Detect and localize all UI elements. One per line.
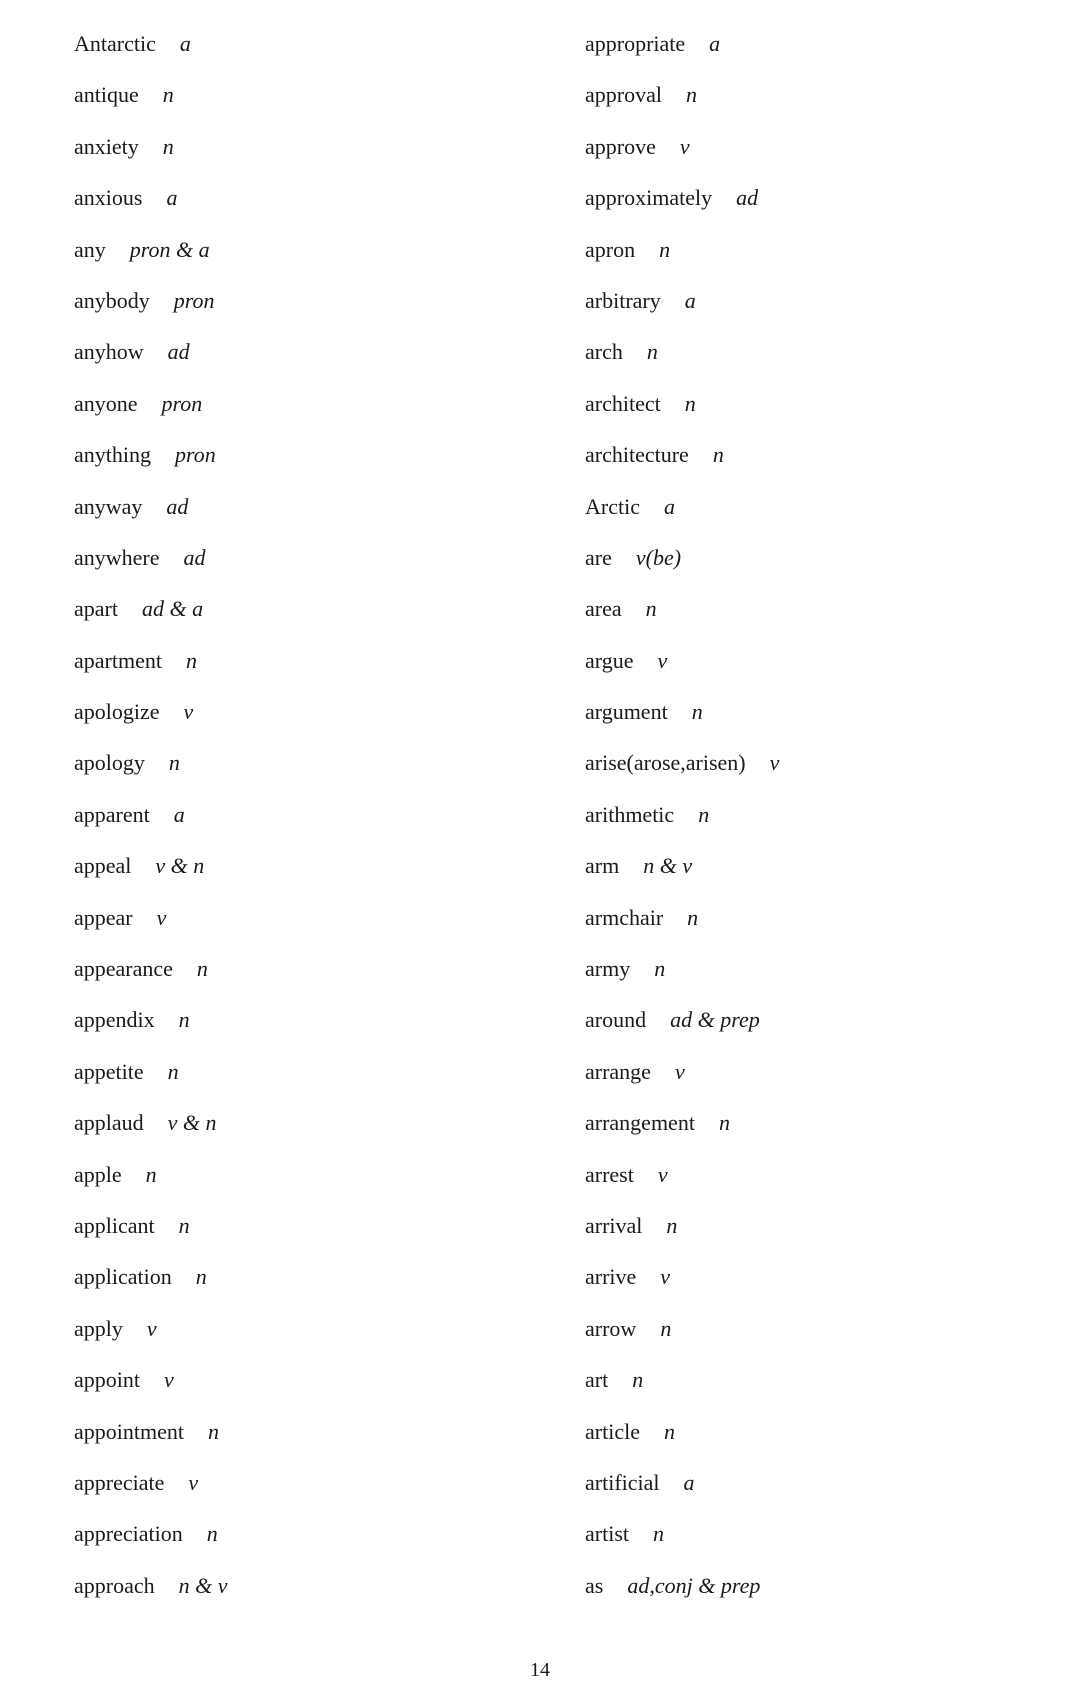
entry-part-of-speech: n	[178, 1007, 190, 1033]
vocabulary-entry	[74, 1463, 534, 1514]
entry-part-of-speech: a	[663, 493, 675, 519]
entry-part-of-speech: ad & a	[141, 596, 204, 622]
entry-word: argument	[585, 699, 668, 725]
vocabulary-entry	[585, 538, 1045, 589]
entry-word: anyone	[74, 390, 138, 416]
entry-part-of-speech: n	[712, 442, 724, 468]
entry-part-of-speech: n	[646, 339, 658, 365]
entry-part-of-speech: ad	[183, 544, 206, 570]
entry-word: approve	[585, 133, 656, 159]
vocabulary-entry	[74, 1257, 534, 1308]
vocabulary-entry	[585, 846, 1045, 897]
entry-word: armchair	[585, 904, 664, 930]
entry-word: appointment	[74, 1418, 184, 1444]
vocabulary-entry	[74, 743, 534, 794]
entry-part-of-speech: n	[718, 1110, 730, 1136]
vocabulary-entry	[585, 641, 1045, 692]
entry-part-of-speech: v	[674, 1058, 685, 1084]
entry-part-of-speech: n	[691, 699, 703, 725]
entry-word: argue	[585, 647, 634, 673]
vocabulary-entry	[74, 1206, 534, 1257]
page-number: 14	[530, 1659, 550, 1681]
vocabulary-entry	[585, 1257, 1045, 1308]
entry-word: appear	[74, 904, 133, 930]
entry-part-of-speech: n	[196, 956, 208, 982]
entry-word: approval	[585, 82, 662, 108]
entry-part-of-speech: v	[146, 1315, 157, 1341]
entry-part-of-speech: a	[179, 31, 191, 56]
entry-word: any	[74, 236, 106, 262]
vocabulary-entry	[585, 692, 1045, 743]
entry-word: arrive	[585, 1264, 637, 1290]
entry-part-of-speech: n & v	[178, 1572, 228, 1598]
entry-part-of-speech: n	[145, 1161, 157, 1187]
vocabulary-entry	[74, 846, 534, 897]
entry-part-of-speech: a	[173, 801, 185, 827]
entry-word: apart	[74, 596, 118, 622]
entry-word: anxiety	[74, 133, 139, 159]
vocabulary-entry	[585, 795, 1045, 846]
entry-word: anxious	[74, 185, 143, 211]
vocabulary-entry	[585, 1463, 1045, 1514]
entry-part-of-speech: ad	[166, 493, 189, 519]
entry-part-of-speech: n	[185, 647, 197, 673]
entry-word: arithmetic	[585, 801, 675, 827]
entry-word: approach	[74, 1572, 155, 1598]
vocabulary-entry	[74, 1155, 534, 1206]
entry-part-of-speech: v(be)	[635, 544, 682, 570]
vocabulary-entry	[585, 898, 1045, 949]
entry-part-of-speech: pron	[175, 442, 216, 468]
vocabulary-entry	[585, 1155, 1045, 1206]
vocabulary-entry	[585, 1000, 1045, 1051]
entry-word: army	[585, 956, 631, 982]
entry-part-of-speech: n	[645, 596, 657, 622]
entry-word: applaud	[74, 1110, 144, 1136]
vocabulary-entry	[74, 230, 534, 281]
entry-word: Antarctic	[74, 31, 156, 56]
vocabulary-entry	[74, 1103, 534, 1154]
vocabulary-entry	[74, 1360, 534, 1411]
entry-word: apologize	[74, 699, 160, 725]
vocabulary-entry	[74, 127, 534, 178]
entry-word: apron	[585, 236, 636, 262]
entry-part-of-speech: n	[168, 750, 180, 776]
entry-part-of-speech: n	[660, 1315, 672, 1341]
entry-part-of-speech: n	[653, 1521, 664, 1547]
entry-word: arrest	[585, 1161, 634, 1187]
entry-word: appoint	[74, 1367, 140, 1393]
entry-part-of-speech: ad & prep	[670, 1007, 760, 1033]
vocabulary-entry	[585, 332, 1045, 383]
vocabulary-entry	[74, 435, 534, 486]
vocabulary-entry	[585, 1052, 1045, 1103]
entry-word: apparent	[74, 801, 150, 827]
vocabulary-entry	[74, 384, 534, 435]
vocabulary-entry	[74, 281, 534, 332]
entry-part-of-speech: pron	[161, 390, 203, 416]
entry-word: area	[585, 596, 622, 622]
entry-word: anything	[74, 442, 151, 468]
entry-word: appetite	[74, 1058, 144, 1084]
entry-part-of-speech: v	[657, 1161, 668, 1187]
entry-word: appropriate	[585, 31, 686, 56]
entry-part-of-speech: v	[188, 1469, 199, 1495]
entry-part-of-speech: pron & a	[129, 236, 210, 262]
entry-part-of-speech: n	[659, 236, 671, 262]
entry-part-of-speech: v	[657, 647, 668, 673]
entry-part-of-speech: n	[687, 904, 699, 930]
vocabulary-entry	[585, 281, 1045, 332]
vocabulary-entry	[585, 1309, 1045, 1360]
entry-word: are	[585, 544, 612, 570]
entry-word: arrange	[585, 1058, 651, 1084]
entry-word: arrow	[585, 1315, 637, 1341]
vocabulary-entry	[74, 487, 534, 538]
vocabulary-entry	[74, 1309, 534, 1360]
vocabulary-entry	[585, 743, 1045, 794]
entry-part-of-speech: v	[156, 904, 167, 930]
entry-part-of-speech: v	[769, 750, 780, 776]
vocabulary-entry	[585, 230, 1045, 281]
entry-part-of-speech: a	[683, 1469, 695, 1495]
vocabulary-entry	[585, 949, 1045, 1000]
vocabulary-entry	[74, 1000, 534, 1051]
entry-word: anybody	[74, 287, 150, 313]
entry-part-of-speech: pron	[173, 287, 215, 313]
left-word-column	[74, 24, 534, 1617]
vocabulary-entry	[585, 384, 1045, 435]
entry-word: appeal	[74, 853, 132, 879]
entry-part-of-speech: n	[162, 133, 174, 159]
entry-word: anyway	[74, 493, 143, 519]
entry-word: arbitrary	[585, 287, 661, 313]
entry-word: application	[74, 1264, 172, 1290]
vocabulary-entry	[585, 178, 1045, 229]
vocabulary-entry	[585, 487, 1045, 538]
vocabulary-entry	[585, 1206, 1045, 1257]
entry-word: appendix	[74, 1007, 155, 1033]
entry-word: approximately	[585, 185, 713, 211]
entry-word: arrangement	[585, 1110, 695, 1136]
entry-word: arise(arose,arisen)	[585, 750, 746, 776]
entry-part-of-speech: v	[660, 1264, 671, 1290]
vocabulary-entry	[74, 1412, 534, 1463]
vocabulary-entry	[74, 538, 534, 589]
vocabulary-entry	[74, 24, 534, 75]
entry-word: arrival	[585, 1212, 643, 1238]
entry-part-of-speech: v	[679, 133, 690, 159]
entry-word: art	[585, 1367, 609, 1393]
entry-word: arch	[585, 339, 623, 365]
vocabulary-entry	[74, 641, 534, 692]
vocabulary-entry	[74, 75, 534, 126]
vocabulary-entry	[74, 1514, 534, 1565]
vocabulary-entry	[74, 949, 534, 1000]
entry-word: article	[585, 1418, 640, 1444]
entry-part-of-speech: n	[162, 82, 174, 108]
vocabulary-entry	[585, 1360, 1045, 1411]
entry-part-of-speech: n	[632, 1367, 644, 1393]
vocabulary-entry	[585, 435, 1045, 486]
entry-part-of-speech: n	[684, 390, 696, 416]
entry-part-of-speech: n	[663, 1418, 675, 1444]
entry-part-of-speech: a	[684, 287, 696, 313]
vocabulary-entry	[585, 75, 1045, 126]
entry-part-of-speech: n & v	[643, 853, 693, 879]
vocabulary-entry	[585, 1103, 1045, 1154]
entry-word: Arctic	[585, 493, 640, 519]
entry-word: applicant	[74, 1212, 155, 1238]
entry-part-of-speech: n	[195, 1264, 207, 1290]
vocabulary-entry	[585, 24, 1045, 75]
vocabulary-entry	[585, 1514, 1045, 1565]
entry-word: apple	[74, 1161, 122, 1187]
entry-part-of-speech: v	[183, 699, 194, 725]
entry-word: appearance	[74, 956, 173, 982]
entry-word: as	[585, 1572, 604, 1598]
entry-word: antique	[74, 82, 139, 108]
entry-part-of-speech: n	[685, 82, 697, 108]
entry-part-of-speech: n	[167, 1058, 179, 1084]
entry-word: appreciate	[74, 1469, 165, 1495]
entry-word: architecture	[585, 442, 689, 468]
entry-part-of-speech: ad	[736, 185, 759, 211]
vocabulary-entry	[74, 178, 534, 229]
entry-part-of-speech: n	[698, 801, 710, 827]
vocabulary-entry	[74, 795, 534, 846]
entry-word: apartment	[74, 647, 162, 673]
entry-part-of-speech: v	[164, 1367, 174, 1393]
entry-word: artificial	[585, 1469, 660, 1495]
entry-word: appreciation	[74, 1521, 183, 1547]
vocabulary-entry	[585, 127, 1045, 178]
right-word-column	[585, 24, 1045, 1617]
entry-part-of-speech: ad	[167, 339, 190, 365]
entry-part-of-speech: n	[666, 1212, 678, 1238]
entry-word: apply	[74, 1315, 123, 1341]
entry-word: anywhere	[74, 544, 160, 570]
entry-part-of-speech: v & n	[155, 853, 205, 879]
vocabulary-entry	[74, 692, 534, 743]
vocabulary-entry	[74, 589, 534, 640]
vocabulary-entry	[585, 589, 1045, 640]
entry-part-of-speech: a	[709, 31, 721, 56]
vocabulary-entry	[74, 332, 534, 383]
vocabulary-entry	[585, 1412, 1045, 1463]
entry-part-of-speech: v & n	[167, 1110, 217, 1136]
entry-word: apology	[74, 750, 145, 776]
entry-word: artist	[585, 1521, 629, 1547]
vocabulary-entry	[74, 1566, 534, 1617]
vocabulary-entry	[74, 898, 534, 949]
entry-word: anyhow	[74, 339, 144, 365]
entry-part-of-speech: n	[178, 1212, 190, 1238]
entry-part-of-speech: n	[207, 1418, 219, 1444]
vocabulary-entry	[585, 1566, 1045, 1617]
vocabulary-entry	[74, 1052, 534, 1103]
entry-word: architect	[585, 390, 661, 416]
entry-part-of-speech: n	[654, 956, 666, 982]
entry-part-of-speech: ad,conj & prep	[627, 1572, 761, 1598]
entry-part-of-speech: a	[166, 185, 178, 211]
entry-word: around	[585, 1007, 647, 1033]
entry-word: arm	[585, 853, 620, 879]
entry-part-of-speech: n	[206, 1521, 218, 1547]
